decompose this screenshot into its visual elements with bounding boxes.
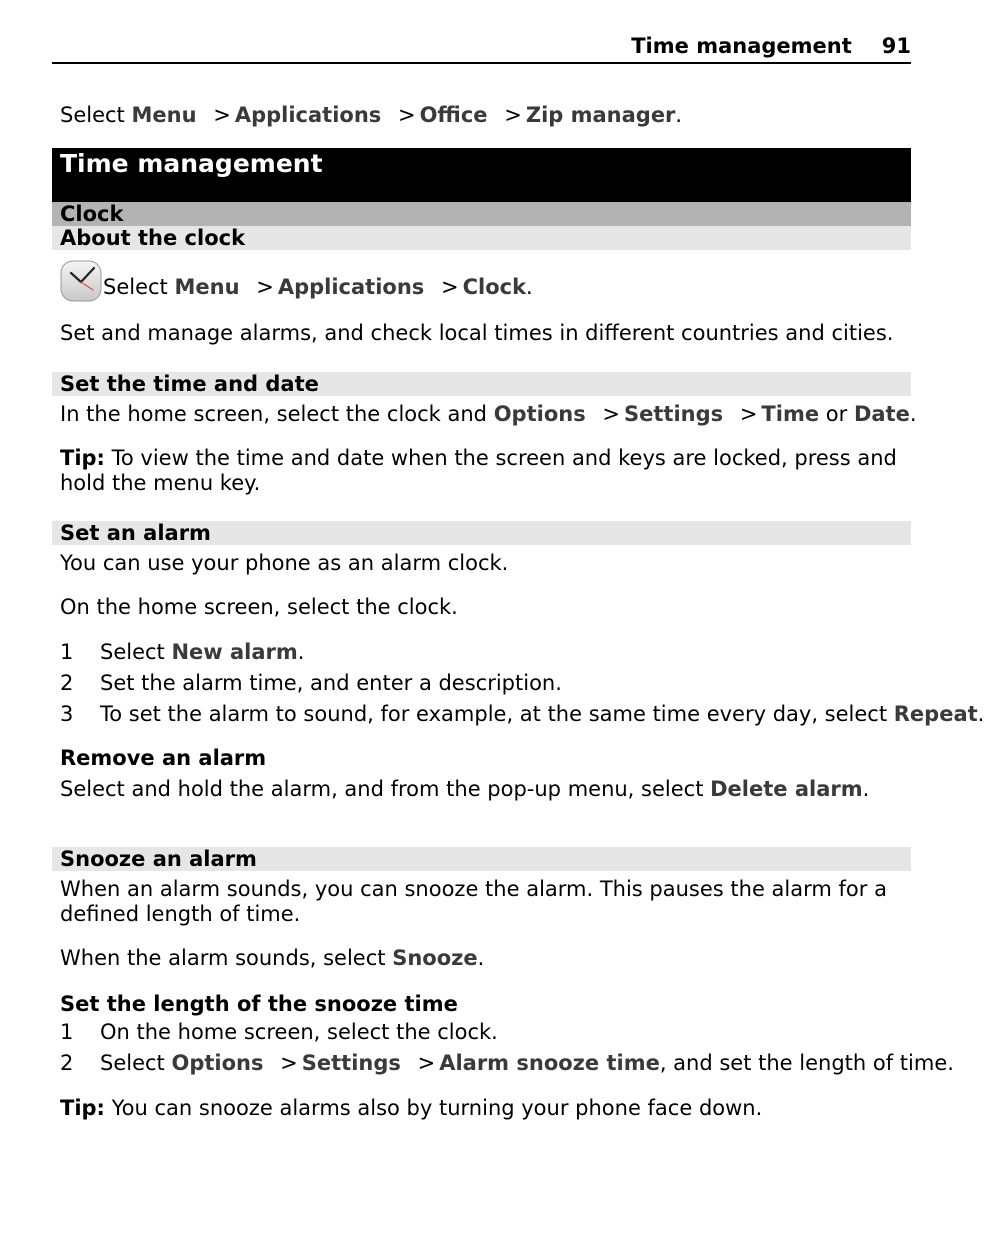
clock-description: Set and manage alarms, and check local times in different countries and cities.	[60, 321, 894, 345]
new-alarm-link[interactable]: New alarm	[171, 640, 298, 664]
list-item: 2 Select Options > Settings > Alarm snooze time, and set the length of time.	[60, 1051, 954, 1075]
alarm-intro: You can use your phone as an alarm clock.	[60, 551, 509, 575]
list-item: 2 Set the alarm time, and enter a description.	[60, 671, 562, 695]
date-link[interactable]: Date	[853, 402, 910, 426]
page-number: 91	[881, 34, 911, 58]
heading-remove-alarm: Remove an alarm	[60, 746, 267, 770]
snooze-intro: When an alarm sounds, you can snooze the alarm. This pauses the alarm for a defined length of time.	[60, 877, 887, 926]
options-link[interactable]: Options	[493, 402, 586, 426]
heading-set-alarm: Set an alarm	[52, 521, 911, 545]
heading-set-time-date: Set the time and date	[52, 372, 911, 396]
tip-lock-screen: Tip: To view the time and date when the screen and keys are locked, press and hold the menu key.	[60, 446, 897, 495]
snooze-link[interactable]: Snooze	[392, 946, 478, 970]
running-header	[631, 34, 911, 58]
zip-manager-link[interactable]: Zip manager	[525, 103, 676, 127]
alarm-snooze-time-link[interactable]: Alarm snooze time	[439, 1051, 660, 1075]
delete-alarm-link[interactable]: Delete alarm	[710, 777, 863, 801]
heading-snooze-alarm: Snooze an alarm	[52, 847, 911, 871]
remove-alarm-instruction: Select and hold the alarm, and from the pop-up menu, select Delete alarm.	[60, 777, 870, 801]
heading-snooze-length: Set the length of the snooze time	[60, 992, 458, 1016]
menu-link[interactable]: Menu	[174, 275, 240, 299]
snooze-instruction: When the alarm sounds, select Snooze.	[60, 946, 485, 970]
chapter-title: Time management	[52, 148, 911, 202]
menu-link[interactable]: Menu	[131, 103, 197, 127]
tip-label: Tip:	[60, 1096, 105, 1120]
settings-link[interactable]: Settings	[301, 1051, 401, 1075]
options-link[interactable]: Options	[171, 1051, 264, 1075]
clock-link[interactable]: Clock	[462, 275, 527, 299]
section-clock: Clock	[52, 202, 911, 226]
office-link[interactable]: Office	[419, 103, 488, 127]
tip-face-down: Tip: You can snooze alarms also by turning your phone face down.	[60, 1096, 763, 1120]
settings-link[interactable]: Settings	[624, 402, 724, 426]
time-link[interactable]: Time	[761, 402, 820, 426]
repeat-link[interactable]: Repeat	[893, 702, 978, 726]
heading-about-clock: About the clock	[52, 226, 911, 250]
list-item: 1 On the home screen, select the clock.	[60, 1020, 498, 1044]
tip-label: Tip:	[60, 446, 105, 470]
applications-link[interactable]: Applications	[234, 103, 382, 127]
zip-manager-instruction: Select Menu > Applications > Office > Zip manager.	[60, 103, 683, 127]
applications-link[interactable]: Applications	[277, 275, 425, 299]
header-rule	[52, 62, 911, 64]
set-time-instruction: In the home screen, select the clock and Options > Settings > Time or Date.	[60, 402, 917, 426]
list-item: 3 To set the alarm to sound, for example, at the same time every day, select Repeat.	[60, 702, 984, 726]
list-item: 1 Select New alarm.	[60, 640, 305, 664]
clock-open-instruction: Select Menu > Applications > Clock.	[103, 275, 533, 299]
alarm-home-screen: On the home screen, select the clock.	[60, 595, 458, 619]
running-header-title: Time management	[631, 34, 852, 58]
